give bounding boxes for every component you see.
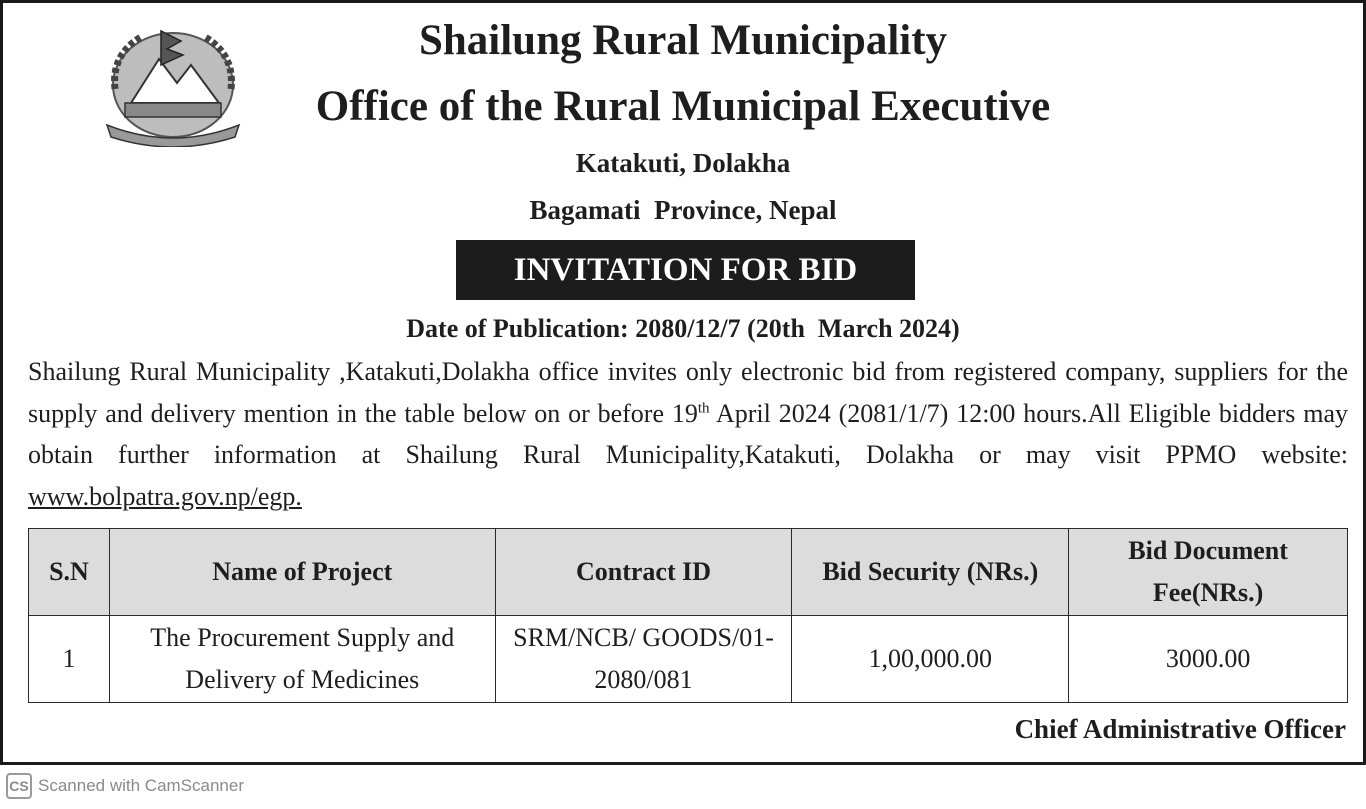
notice-text-2: April 2024 (2081/1/7) 12:00 hours.All Eligible bidders may obtain further information at Shailung Rural Municipality,Katakuti, Dolakha or may visit PPMO website: — [28, 398, 1348, 469]
header-sn: S.N — [29, 529, 110, 616]
cell-sn: 1 — [29, 616, 110, 703]
address-line-2: Bagamati Province, Nepal — [529, 195, 837, 225]
camscanner-logo-icon: CS — [6, 773, 32, 799]
invitation-banner: INVITATION FOR BID — [456, 240, 915, 300]
header-document-fee: Bid Document Fee(NRs.) — [1069, 529, 1348, 616]
cell-project-name: The Procurement Supply and Delivery of Medicines — [109, 616, 495, 703]
cell-bid-security: 1,00,000.00 — [792, 616, 1069, 703]
office-title: Office of the Rural Municipal Executive — [315, 83, 1051, 130]
notice-superscript: th — [697, 399, 710, 416]
header-project-name: Name of Project — [109, 529, 495, 616]
publication-date: Date of Publication: 2080/12/7 (20th March 2024) — [406, 314, 960, 343]
notice-text-1: Shailung Rural Municipality ,Katakuti,Dolakha office invites only electronic bid from registered company, suppliers for the supply and delivery mention in the table below on or before 19 — [28, 357, 1348, 428]
header-bid-security: Bid Security (NRs.) — [792, 529, 1069, 616]
municipality-title: Shailung Rural Municipality — [418, 17, 948, 64]
camscanner-watermark — [6, 773, 244, 799]
camscanner-text: Scanned with CamScanner — [38, 776, 245, 795]
cell-contract-id: SRM/NCB/ GOODS/01-2080/081 — [495, 616, 792, 703]
ppmo-website-link[interactable]: www.bolpatra.gov.np/egp. — [28, 481, 302, 511]
cell-document-fee: 3000.00 — [1069, 616, 1348, 703]
signature-title: Chief Administrative Officer — [1014, 714, 1346, 744]
notice-paragraph — [28, 351, 1348, 517]
bid-table — [28, 528, 1348, 703]
header-contract-id: Contract ID — [495, 529, 792, 616]
address-line-1: Katakuti, Dolakha — [575, 148, 791, 178]
table-header-row — [29, 529, 1348, 616]
table-row — [29, 616, 1348, 703]
